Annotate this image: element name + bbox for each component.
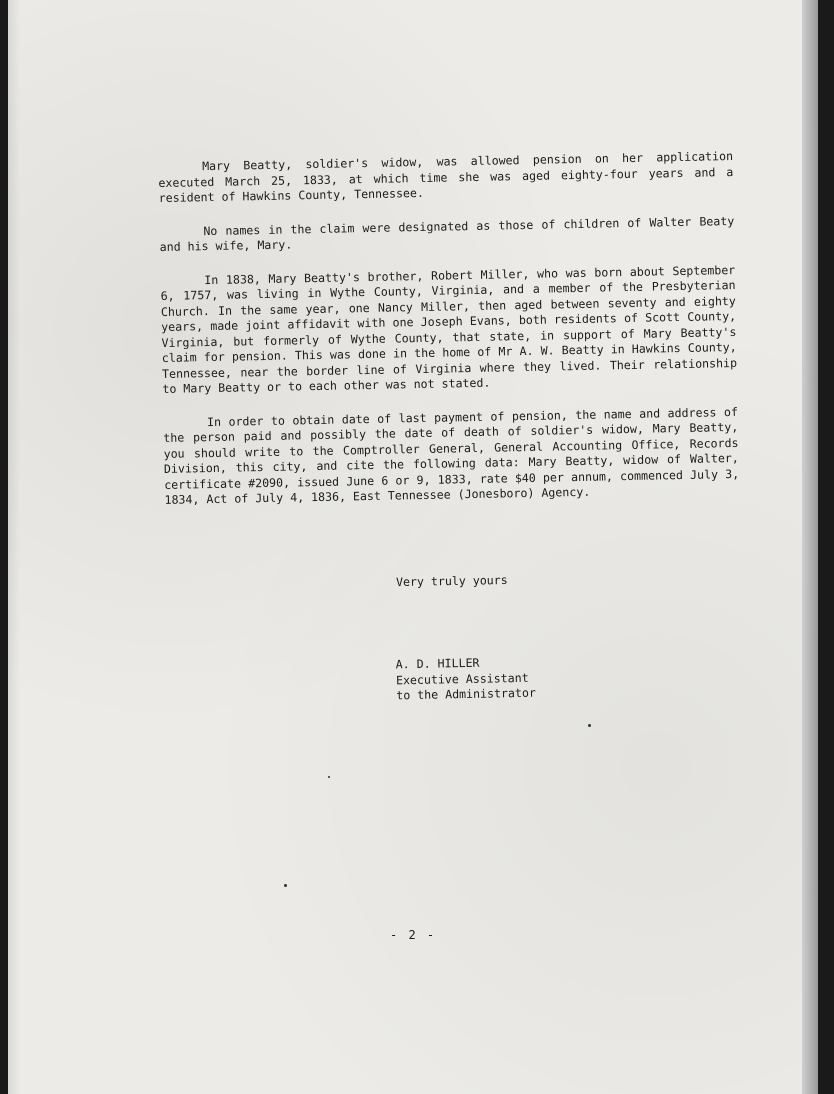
paragraph-instructions: In order to obtain date of last payment of pension, the name and address of the person paid and possibly the date of death of soldier's widow, Mary Beatty, you should write to the Comptroller General, General Accounting Office, Records Division, this city, and cite the following data: Mary Beatty, widow of Walter, certificate #2090, issued June 6 or 9, 1833, rate $40 per annum, commenced July 3, 1834, Act of July 4, 1836, East Tennessee (Jonesboro) Agency. <box>163 404 740 507</box>
signer-name: A. D. HILLER <box>395 655 480 672</box>
paragraph-children: No names in the claim were designated as those of children of Walter Beaty and his wife, Mary. <box>159 213 735 254</box>
signature-block <box>396 655 536 704</box>
paragraph-brother: In 1838, Mary Beatty's brother, Robert Miller, who was born about September 6, 1757, was living in Wythe County, Virginia, and a member of the Presbyterian Church. In the same year, one Nancy Miller, then aged between seventy and eighty years, made joint affidavit with one Joseph Evans, both residents of Scott County, Virginia, but formerly of Wythe County, that state, in support of Mary Beatty's claim for pension. This was done in the home of Mr A. W. Beatty in Hawkins County, Tennessee, near the border line of Virginia where they lived. Their relationship to Mary Beatty or to each other was not stated. <box>160 262 738 396</box>
paragraph-pension-allowed: Mary Beatty, soldier's widow, was allowed pension on her application executed March 25, 1833, at which time she was aged eighty-four years and a resident of Hawkins County, Tennessee. <box>158 148 734 205</box>
signer-title-line2: to the Administrator <box>396 685 537 703</box>
signer-title-line1: Executive Assistant <box>395 670 529 687</box>
page-number: - 2 - <box>390 928 437 942</box>
scan-speck <box>588 724 591 727</box>
scan-speck <box>284 884 287 887</box>
letter-body <box>158 149 740 526</box>
scan-speck <box>328 776 330 778</box>
letter-closing: Very truly yours <box>395 572 508 590</box>
document-page <box>8 0 818 1094</box>
page-edge-shadow <box>802 0 818 1094</box>
